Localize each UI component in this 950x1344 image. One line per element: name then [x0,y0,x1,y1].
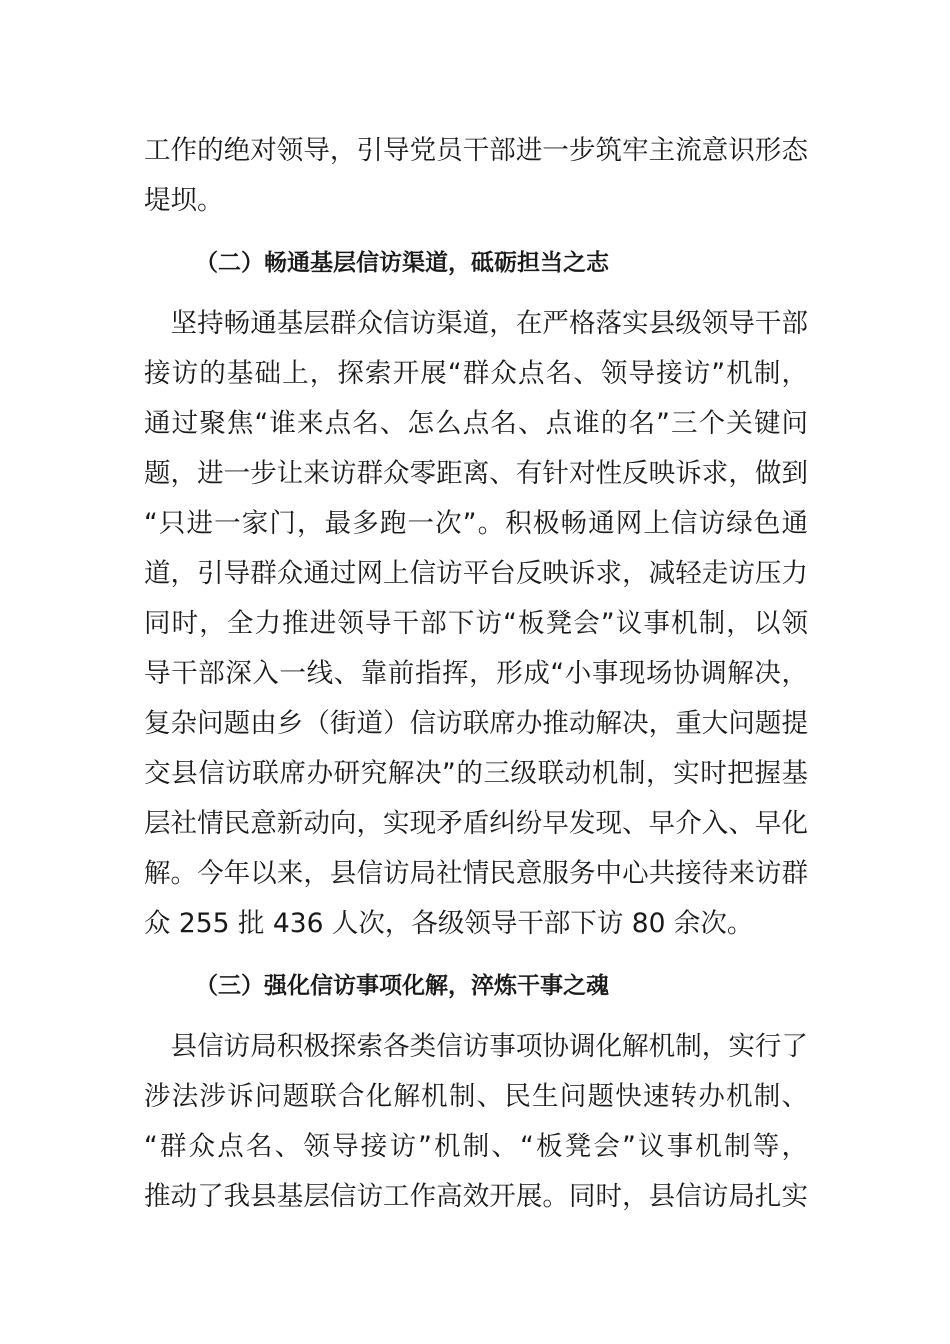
paragraph-line: 接访的基础上，探索开展“群众点名、领导接访”机制， [144,358,808,389]
paragraph-line: 众 255 批 436 人次，各级领导干部下访 80 余次。 [144,908,754,939]
paragraph-line: “只进一家门，最多跑一次”。积极畅通网上信访绿色通 [144,508,808,539]
paragraph-line: 县信访局积极探索各类信访事项协调化解机制，实行了 [144,1031,808,1062]
paragraph-line: 同时，全力推进领导干部下访“板凳会”议事机制，以领 [144,608,808,639]
paragraph-line: 交县信访联席办研究解决”的三级联动机制，实时把握基 [144,758,808,789]
paragraph-line: 坚持畅通基层群众信访渠道，在严格落实县级领导干部 [144,308,808,339]
paragraph-line: 层社情民意新动向，实现矛盾纠纷早发现、早介入、早化 [144,808,808,839]
paragraph-line: 导干部深入一线、靠前指挥，形成“小事现场协调解决， [144,658,808,689]
paragraph-line: 堤坝。 [144,185,224,216]
paragraph-line: “群众点名、领导接访”机制、“板凳会”议事机制等， [144,1131,808,1162]
paragraph-line: 复杂问题由乡（街道）信访联席办推动解决，重大问题提 [144,708,808,739]
section-heading: （二）畅通基层信访渠道，砥砺担当之志 [195,250,609,276]
paragraph-line: 道，引导群众通过网上信访平台反映诉求，减轻走访压力 [144,558,808,589]
paragraph-line: 工作的绝对领导，引导党员干部进一步筑牢主流意识形态 [144,135,808,166]
paragraph-line: 通过聚焦“谁来点名、怎么点名、点谁的名”三个关键问 [144,408,808,439]
paragraph-line: 解。今年以来，县信访局社情民意服务中心共接待来访群 [144,858,808,889]
paragraph-line: 题，进一步让来访群众零距离、有针对性反映诉求，做到 [144,458,808,489]
paragraph-line: 涉法涉诉问题联合化解机制、民生问题快速转办机制、 [144,1081,808,1112]
section-heading: （三）强化信访事项化解，淬炼干事之魂 [195,973,609,999]
paragraph-line: 推动了我县基层信访工作高效开展。同时，县信访局扎实 [144,1181,808,1212]
